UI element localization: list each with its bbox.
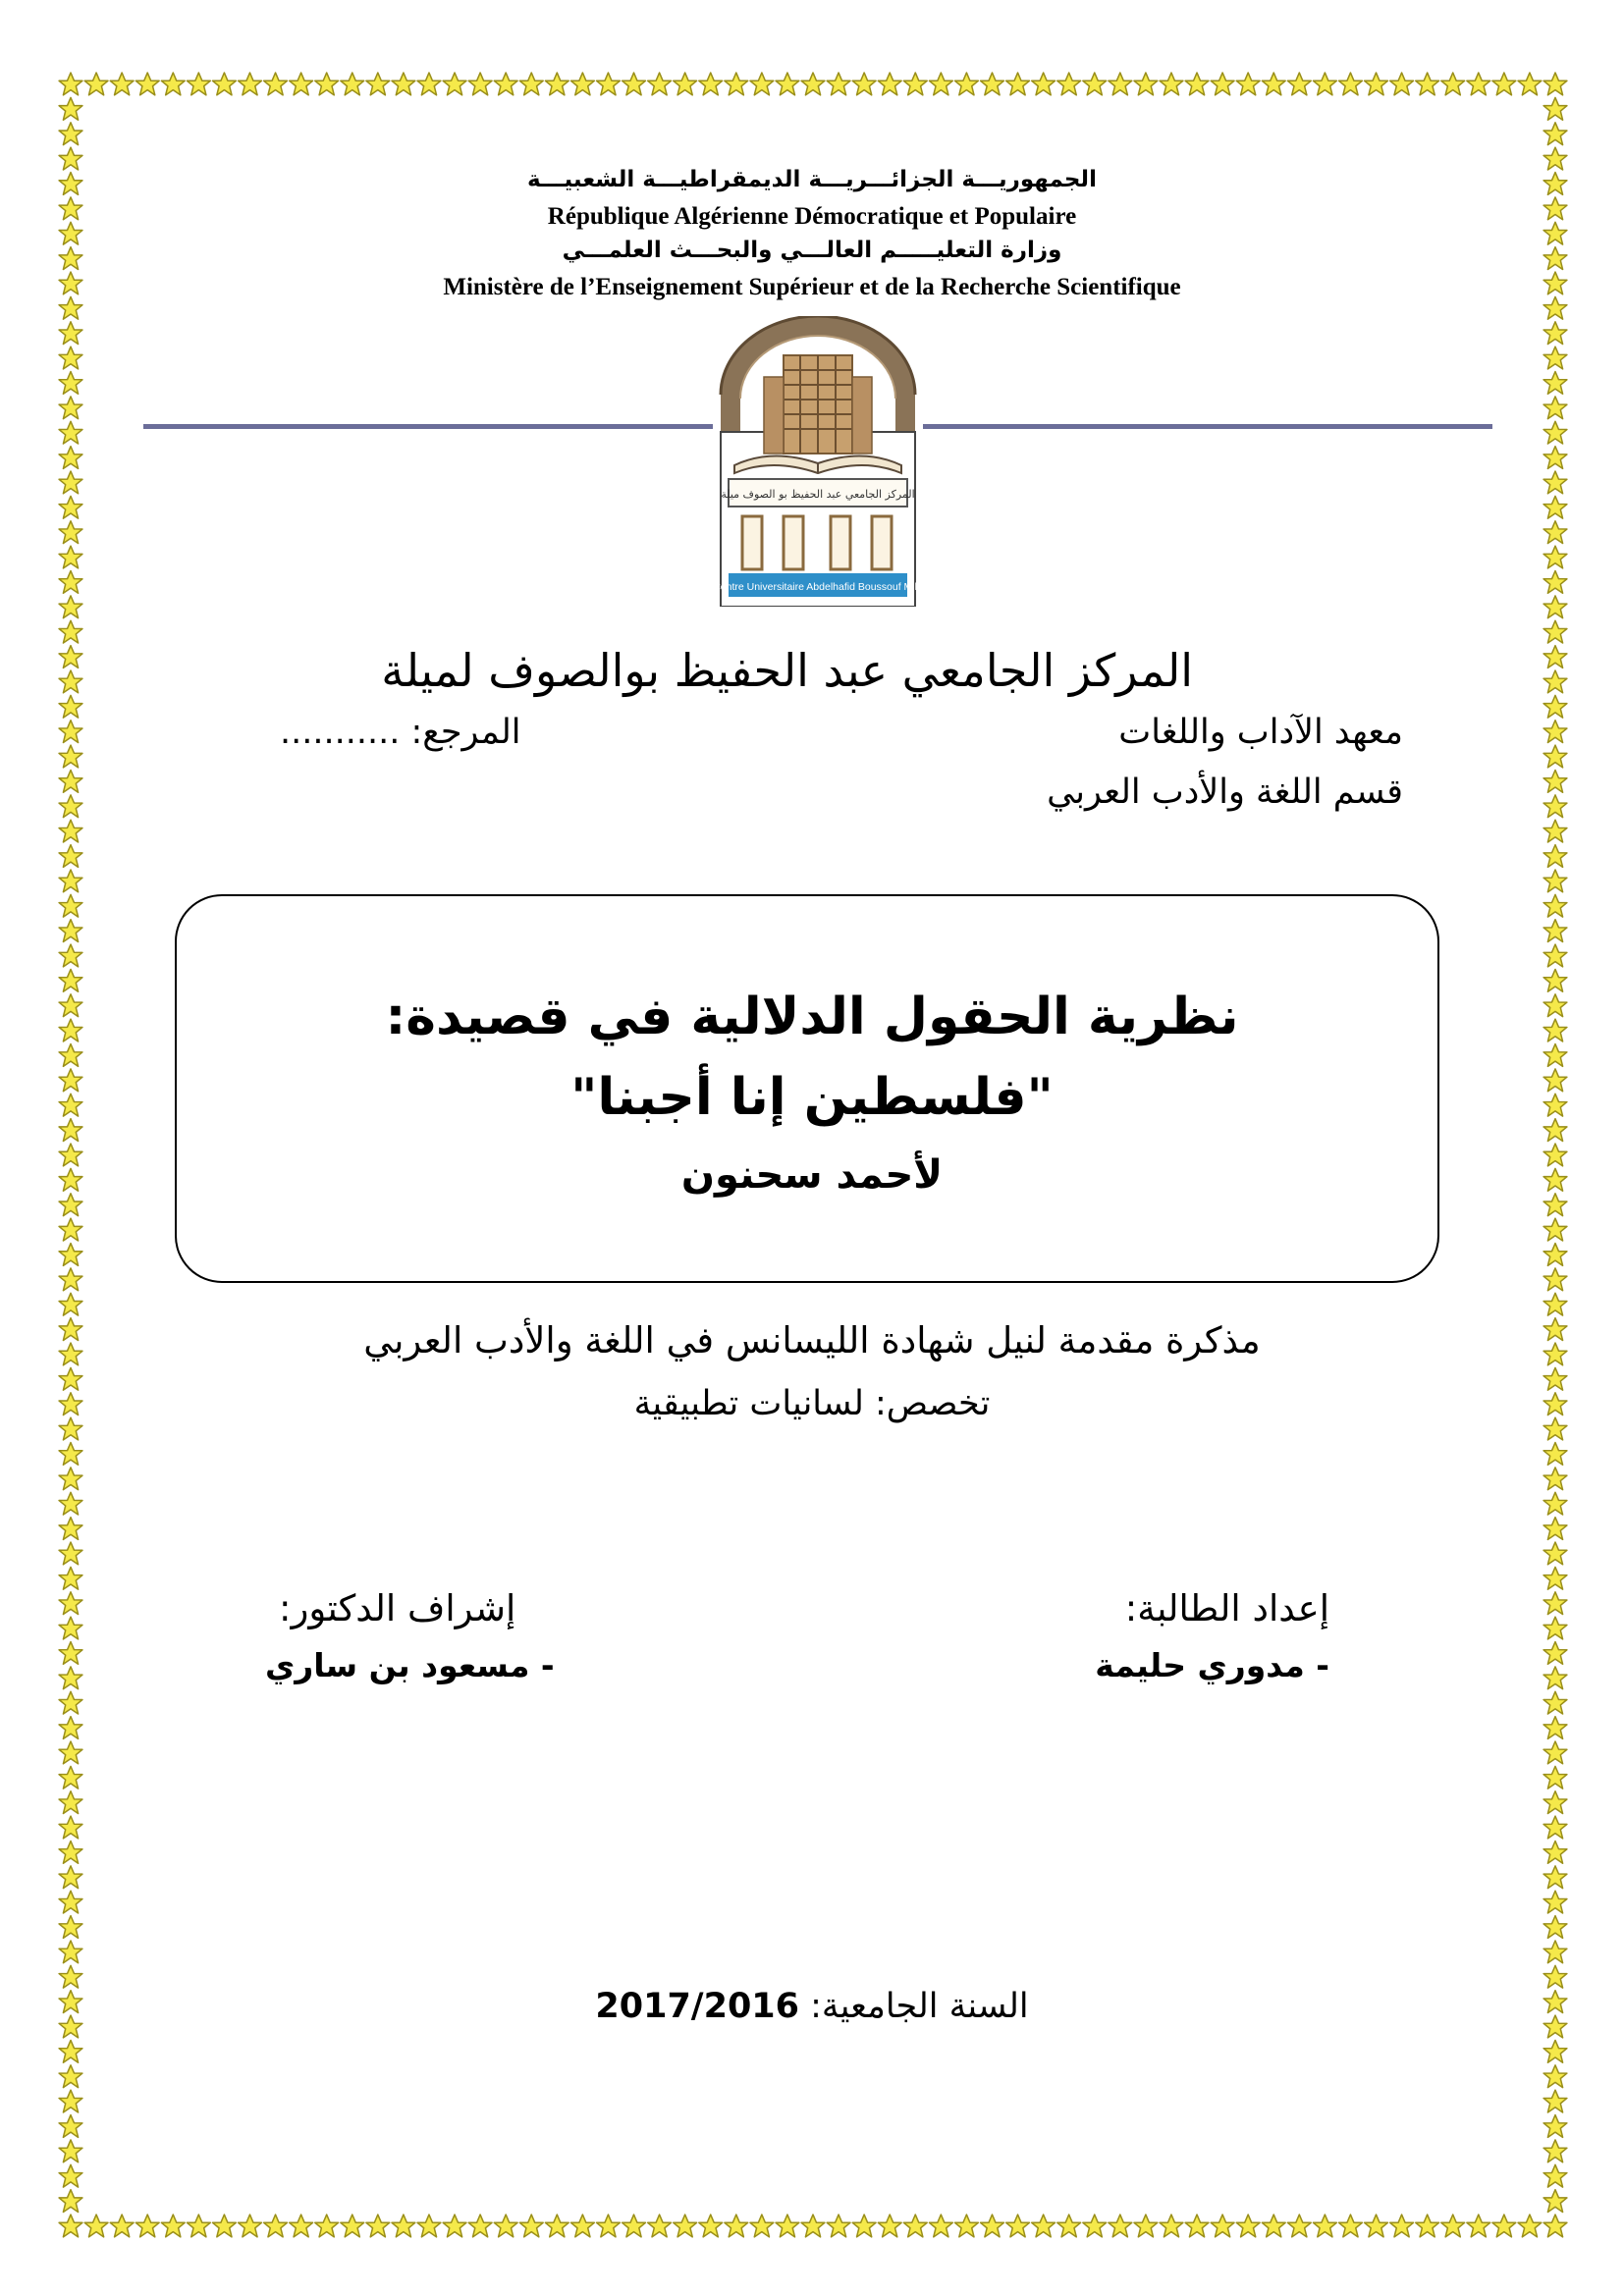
border-star-icon xyxy=(59,471,82,494)
border-star-icon xyxy=(1543,496,1567,518)
border-star-icon xyxy=(110,2215,134,2237)
border-star-icon xyxy=(59,73,82,95)
border-star-icon xyxy=(1543,646,1567,668)
border-star-icon xyxy=(59,1842,82,1864)
border-star-icon xyxy=(878,73,901,95)
border-star-icon xyxy=(699,2215,723,2237)
border-star-icon xyxy=(1543,2090,1567,2112)
border-star-icon xyxy=(59,347,82,369)
border-star-icon xyxy=(59,447,82,469)
border-star-icon xyxy=(1543,1842,1567,1864)
border-star-icon xyxy=(1543,2190,1567,2213)
border-star-icon xyxy=(494,2215,517,2237)
border-star-icon xyxy=(315,2215,339,2237)
border-star-icon xyxy=(59,2090,82,2112)
border-star-icon xyxy=(59,771,82,793)
border-star-icon xyxy=(161,73,185,95)
border-star-icon xyxy=(1543,1866,1567,1889)
border-star-icon xyxy=(59,1518,82,1540)
thesis-title-author: لأحمد سحنون xyxy=(680,1152,944,1198)
border-star-icon xyxy=(135,2215,159,2237)
border-star-icon xyxy=(1543,845,1567,868)
border-star-icon xyxy=(648,2215,672,2237)
border-star-icon xyxy=(59,1592,82,1615)
border-star-icon xyxy=(674,73,697,95)
border-star-icon xyxy=(84,2215,108,2237)
border-star-icon xyxy=(1543,695,1567,718)
border-star-icon xyxy=(1006,73,1030,95)
border-star-icon xyxy=(341,2215,364,2237)
border-star-icon xyxy=(1543,1667,1567,1689)
border-star-icon xyxy=(392,2215,415,2237)
border-star-icon xyxy=(1416,2215,1439,2237)
border-star-icon xyxy=(59,1866,82,1889)
border-star-icon xyxy=(1543,1044,1567,1067)
border-star-icon xyxy=(59,1642,82,1665)
border-star-icon xyxy=(1365,2215,1388,2237)
border-star-icon xyxy=(1543,1691,1567,1714)
republic-name-arabic: الجمهوريـــة الجزائـــريـــة الديمقراطيـــة الشعبيـــة xyxy=(527,167,1097,192)
border-star-icon xyxy=(59,1443,82,1466)
border-star-icon xyxy=(1543,1916,1567,1939)
border-star-icon xyxy=(59,1717,82,1739)
border-star-icon xyxy=(417,2215,441,2237)
border-star-icon xyxy=(954,2215,978,2237)
border-star-icon xyxy=(1287,2215,1311,2237)
border-star-icon xyxy=(59,1941,82,1963)
border-star-icon xyxy=(1467,2215,1490,2237)
border-star-icon xyxy=(1543,2164,1567,2187)
border-star-icon xyxy=(239,2215,262,2237)
border-star-icon xyxy=(59,2140,82,2163)
border-star-icon xyxy=(1006,2215,1030,2237)
border-star-icon xyxy=(545,73,568,95)
border-star-icon xyxy=(1543,1791,1567,1814)
border-star-icon xyxy=(212,73,236,95)
border-star-icon xyxy=(597,73,621,95)
border-star-icon xyxy=(1543,820,1567,842)
border-star-icon xyxy=(1339,2215,1363,2237)
border-star-icon xyxy=(1083,2215,1107,2237)
border-star-icon xyxy=(212,2215,236,2237)
border-star-icon xyxy=(1543,620,1567,643)
border-star-icon xyxy=(59,1244,82,1266)
border-star-icon xyxy=(1543,1642,1567,1665)
border-star-icon xyxy=(1339,73,1363,95)
border-star-icon xyxy=(135,73,159,95)
logo-banner-text: المركز الجامعي عبد الحفيظ بو الصوف ميلة xyxy=(721,488,915,501)
border-star-icon xyxy=(1236,73,1260,95)
border-star-icon xyxy=(59,2040,82,2062)
border-star-icon xyxy=(290,2215,313,2237)
border-star-icon xyxy=(59,1044,82,1067)
border-star-icon xyxy=(59,1766,82,1789)
border-star-icon xyxy=(1543,1891,1567,1913)
border-star-icon xyxy=(59,795,82,818)
border-star-icon xyxy=(1543,1443,1567,1466)
border-star-icon xyxy=(1543,1717,1567,1739)
border-star-icon xyxy=(59,2065,82,2088)
border-star-icon xyxy=(59,322,82,345)
border-star-icon xyxy=(1160,2215,1183,2237)
border-star-icon xyxy=(1543,2140,1567,2163)
border-star-icon xyxy=(1441,2215,1465,2237)
border-star-icon xyxy=(1543,1268,1567,1291)
border-star-icon xyxy=(1518,2215,1542,2237)
border-star-icon xyxy=(1543,2065,1567,2088)
republic-name-french: République Algérienne Démocratique et Populaire xyxy=(547,203,1077,230)
border-star-icon xyxy=(903,2215,927,2237)
border-star-icon xyxy=(392,73,415,95)
border-star-icon xyxy=(623,73,646,95)
border-star-icon xyxy=(519,2215,543,2237)
border-star-icon xyxy=(981,2215,1004,2237)
border-star-icon xyxy=(366,2215,390,2237)
border-star-icon xyxy=(1492,2215,1516,2237)
border-star-icon xyxy=(1543,596,1567,618)
border-star-icon xyxy=(1518,73,1542,95)
supervisor-name: - مسعود بن ساري xyxy=(265,1646,555,1684)
border-star-icon xyxy=(187,73,210,95)
specialty-line: تخصص: لسانيات تطبيقية xyxy=(633,1384,991,1423)
header-rule-right xyxy=(923,424,1492,429)
university-center-name: المركز الجامعي عبد الحفيظ بوالصوف لميلة xyxy=(381,644,1193,697)
border-star-icon xyxy=(827,73,850,95)
department-name: قسم اللغة والأدب العربي xyxy=(1047,773,1403,812)
border-star-icon xyxy=(1160,73,1183,95)
border-star-icon xyxy=(1543,1816,1567,1839)
border-star-icon xyxy=(1543,894,1567,917)
border-star-icon xyxy=(725,2215,748,2237)
border-star-icon xyxy=(1262,73,1285,95)
border-star-icon xyxy=(1262,2215,1285,2237)
border-star-icon xyxy=(801,73,825,95)
ministry-name-arabic: وزارة التعليـــــم العالـــي والبحـــث العلمـــي xyxy=(562,238,1062,263)
border-star-icon xyxy=(1313,2215,1336,2237)
border-star-icon xyxy=(59,546,82,568)
border-star-icon xyxy=(341,73,364,95)
border-star-icon xyxy=(59,1268,82,1291)
border-star-icon xyxy=(59,670,82,693)
border-star-icon xyxy=(290,73,313,95)
border-star-icon xyxy=(929,73,952,95)
border-star-icon xyxy=(1543,771,1567,793)
border-star-icon xyxy=(84,73,108,95)
border-star-icon xyxy=(59,1567,82,1589)
border-star-icon xyxy=(264,73,288,95)
border-star-icon xyxy=(59,2215,82,2237)
border-star-icon xyxy=(1543,1244,1567,1266)
border-star-icon xyxy=(1313,73,1336,95)
border-star-icon xyxy=(1543,571,1567,594)
border-star-icon xyxy=(1543,447,1567,469)
border-star-icon xyxy=(1287,73,1311,95)
border-star-icon xyxy=(1109,2215,1132,2237)
border-star-icon xyxy=(59,1293,82,1315)
thesis-title-line-2: "فلسطين إنا أجبنا" xyxy=(570,1068,1054,1127)
border-star-icon xyxy=(366,73,390,95)
border-star-icon xyxy=(417,73,441,95)
border-star-icon xyxy=(1543,670,1567,693)
border-star-icon xyxy=(59,421,82,444)
border-star-icon xyxy=(545,2215,568,2237)
border-star-icon xyxy=(1543,347,1567,369)
border-star-icon xyxy=(59,1791,82,1814)
border-star-icon xyxy=(776,73,799,95)
border-star-icon xyxy=(1543,944,1567,967)
border-star-icon xyxy=(1390,73,1414,95)
border-star-icon xyxy=(1543,73,1567,95)
border-star-icon xyxy=(59,2164,82,2187)
border-star-icon xyxy=(1543,372,1567,395)
border-star-icon xyxy=(59,1816,82,1839)
border-star-icon xyxy=(1543,322,1567,345)
border-star-icon xyxy=(623,2215,646,2237)
border-star-icon xyxy=(1543,1941,1567,1963)
border-star-icon xyxy=(519,73,543,95)
border-star-icon xyxy=(903,73,927,95)
reference-field: المرجع: ........... xyxy=(280,713,521,752)
border-star-icon xyxy=(1543,123,1567,145)
border-star-icon xyxy=(1543,521,1567,544)
border-star-icon xyxy=(59,646,82,668)
border-star-icon xyxy=(59,521,82,544)
border-star-icon xyxy=(59,920,82,942)
border-star-icon xyxy=(494,73,517,95)
border-star-icon xyxy=(597,2215,621,2237)
border-star-icon xyxy=(59,820,82,842)
degree-statement: مذكرة مقدمة لنيل شهادة الليسانس في اللغة والأدب العربي xyxy=(363,1319,1261,1362)
border-star-icon xyxy=(1543,745,1567,768)
border-star-icon xyxy=(59,1691,82,1714)
border-star-icon xyxy=(1236,2215,1260,2237)
border-star-icon xyxy=(59,1492,82,1515)
border-star-icon xyxy=(750,2215,774,2237)
border-star-icon xyxy=(1543,1293,1567,1315)
border-star-icon xyxy=(1083,73,1107,95)
border-star-icon xyxy=(1543,1468,1567,1490)
border-star-icon xyxy=(1467,73,1490,95)
border-star-icon xyxy=(1211,2215,1234,2237)
border-star-icon xyxy=(59,372,82,395)
border-star-icon xyxy=(1057,2215,1081,2237)
border-star-icon xyxy=(750,73,774,95)
border-star-icon xyxy=(59,745,82,768)
border-star-icon xyxy=(1543,1218,1567,1241)
supervisor-label: إشراف الدكتور: xyxy=(279,1587,516,1629)
border-star-icon xyxy=(59,695,82,718)
border-star-icon xyxy=(1543,1567,1567,1589)
border-star-icon xyxy=(59,1542,82,1565)
border-star-icon xyxy=(1543,721,1567,743)
border-star-icon xyxy=(1390,2215,1414,2237)
border-star-icon xyxy=(1543,1518,1567,1540)
border-star-icon xyxy=(468,2215,492,2237)
border-star-icon xyxy=(1543,397,1567,419)
border-star-icon xyxy=(264,2215,288,2237)
thesis-title-line-1: نظرية الحقول الدلالية في قصيدة: xyxy=(385,988,1239,1046)
border-star-icon xyxy=(59,870,82,892)
academic-year-label: السنة الجامعية: xyxy=(810,1987,1029,2026)
border-star-icon xyxy=(1543,795,1567,818)
border-star-icon xyxy=(1134,73,1158,95)
border-star-icon xyxy=(827,2215,850,2237)
border-star-icon xyxy=(1543,2115,1567,2138)
border-star-icon xyxy=(443,2215,466,2237)
border-star-icon xyxy=(981,73,1004,95)
border-star-icon xyxy=(852,73,876,95)
academic-year-value: 2017/2016 xyxy=(595,1987,799,2026)
border-star-icon xyxy=(1543,1741,1567,1764)
border-star-icon xyxy=(59,397,82,419)
border-star-icon xyxy=(1543,1492,1567,1515)
border-star-icon xyxy=(1543,97,1567,120)
border-star-icon xyxy=(59,845,82,868)
border-star-icon xyxy=(59,2115,82,2138)
border-star-icon xyxy=(468,73,492,95)
border-star-icon xyxy=(59,496,82,518)
border-star-icon xyxy=(1057,73,1081,95)
border-star-icon xyxy=(239,73,262,95)
border-star-icon xyxy=(1185,2215,1209,2237)
border-star-icon xyxy=(59,596,82,618)
header-rule-left xyxy=(143,424,713,429)
border-star-icon xyxy=(59,1218,82,1241)
border-star-icon xyxy=(315,73,339,95)
logo-caption: Centre Universitaire Abdelhafid Boussouf Mila xyxy=(713,581,923,593)
border-star-icon xyxy=(1543,546,1567,568)
student-name: - مدوري حليمة xyxy=(1095,1646,1329,1684)
border-star-icon xyxy=(1543,2215,1567,2237)
border-star-icon xyxy=(1543,920,1567,942)
border-star-icon xyxy=(59,1891,82,1913)
border-star-icon xyxy=(1109,73,1132,95)
border-star-icon xyxy=(1543,421,1567,444)
border-star-icon xyxy=(1543,870,1567,892)
border-star-icon xyxy=(59,944,82,967)
border-star-icon xyxy=(725,73,748,95)
border-star-icon xyxy=(1211,73,1234,95)
border-star-icon xyxy=(59,894,82,917)
border-star-icon xyxy=(1543,2040,1567,2062)
border-star-icon xyxy=(161,2215,185,2237)
border-star-icon xyxy=(878,2215,901,2237)
border-star-icon xyxy=(1543,1766,1567,1789)
border-star-icon xyxy=(1032,2215,1056,2237)
border-star-icon xyxy=(59,1667,82,1689)
border-star-icon xyxy=(59,571,82,594)
border-star-icon xyxy=(929,2215,952,2237)
border-star-icon xyxy=(570,2215,594,2237)
border-star-icon xyxy=(1416,73,1439,95)
border-star-icon xyxy=(59,620,82,643)
border-star-icon xyxy=(699,73,723,95)
border-star-icon xyxy=(674,2215,697,2237)
border-star-icon xyxy=(59,1916,82,1939)
border-star-icon xyxy=(59,721,82,743)
border-star-icon xyxy=(1134,2215,1158,2237)
border-star-icon xyxy=(852,2215,876,2237)
institute-name: معهد الآداب واللغات xyxy=(1118,713,1403,752)
border-star-icon xyxy=(954,73,978,95)
border-star-icon xyxy=(1185,73,1209,95)
border-star-icon xyxy=(187,2215,210,2237)
border-star-icon xyxy=(59,1468,82,1490)
academic-year xyxy=(0,1987,1624,2026)
border-star-icon xyxy=(59,1741,82,1764)
border-star-icon xyxy=(59,123,82,145)
border-star-icon xyxy=(648,73,672,95)
border-star-icon xyxy=(1543,1617,1567,1639)
border-star-icon xyxy=(59,97,82,120)
border-star-icon xyxy=(1543,471,1567,494)
border-star-icon xyxy=(570,73,594,95)
border-star-icon xyxy=(443,73,466,95)
border-star-icon xyxy=(110,73,134,95)
border-star-icon xyxy=(776,2215,799,2237)
border-star-icon xyxy=(1441,73,1465,95)
border-star-icon xyxy=(59,1965,82,1988)
border-star-icon xyxy=(59,2190,82,2213)
border-star-icon xyxy=(1492,73,1516,95)
border-star-icon xyxy=(59,1617,82,1639)
university-logo xyxy=(713,316,923,607)
ministry-name-french: Ministère de l’Enseignement Supérieur et de la Recherche Scientifique xyxy=(443,274,1181,300)
border-star-icon xyxy=(1543,1542,1567,1565)
student-label: إعداد الطالبة: xyxy=(1124,1587,1329,1629)
border-star-icon xyxy=(1365,73,1388,95)
border-star-icon xyxy=(801,2215,825,2237)
border-star-icon xyxy=(1543,1592,1567,1615)
border-star-icon xyxy=(1543,1965,1567,1988)
border-star-icon xyxy=(1032,73,1056,95)
